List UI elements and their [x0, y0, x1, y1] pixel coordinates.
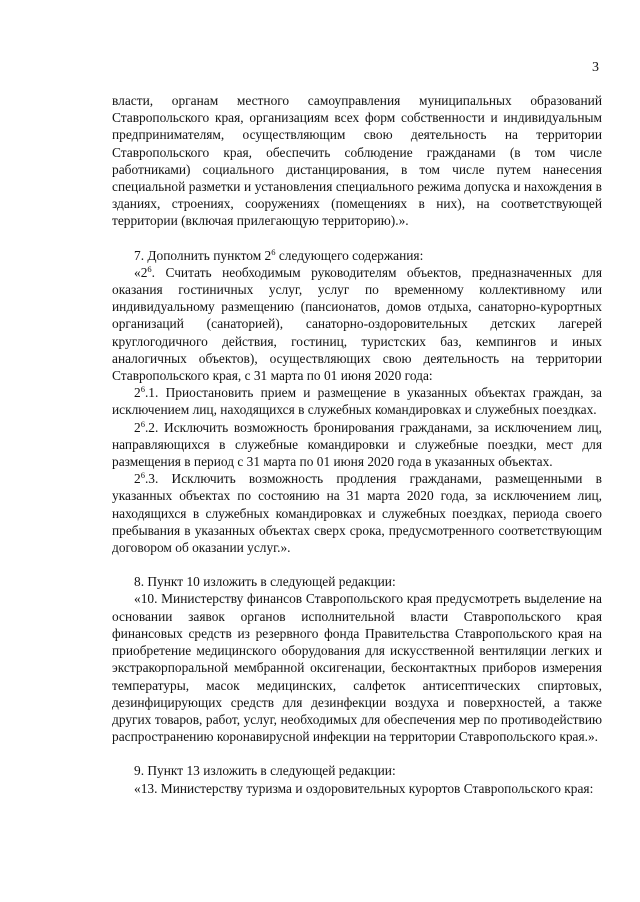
paragraph-continuation: власти, органам местного самоуправления муниципальных образований Ставропольского края, организациям всех форм собственности и индивидуальным предпринимателям, осуществляющим свою деятельность на территории Ставропольского края, обеспечить соблюдение гражданами (в том числе работниками) социального дистанцирования, в том числе путем нанесения специальной разметки и установления специального режима допуска и нахождения в зданиях, строениях, сооружениях (помещениях в них), на соответствующей территории (включая прилегающую территорию).». [112, 93, 602, 229]
superscript: 6 [140, 384, 145, 395]
point-2-6-text: «$2^6$. Считать необходимым руководителям объектов, предназначенных для оказания гостиничных услуг, услуг по временному коллективному или индивидуальному размещению (пансионатов, домов отдыха, санаторно-курортных организаций (санаторией), санаторно-оздоровительных детских лагерей круглогодичного действия, гостиниц, туристских баз, кемпингов и иных аналогичных объектов), осуществляющих свою деятельность на территории Ставропольского края, с 31 марта по 01 июня 2020 года: [112, 263, 602, 384]
superscript: 6 [147, 263, 152, 274]
subpoint-2-6-2: $2^6.2$. Исключить возможность бронирования гражданами, за исключением лиц, направляющихся в служебные командировки и служебные поездки, мест для размещения в период с 31 марта по 01 июня 2020 года в указанных объектах. [112, 418, 602, 470]
superscript: 6 [140, 470, 145, 481]
superscript: 6 [140, 418, 145, 429]
item-9-heading: 9. Пункт 13 изложить в следующей редакции: [134, 763, 396, 779]
item-7-heading: 7. Дополнить пунктом $2^6$ следующего содержания: [134, 246, 424, 263]
paragraph-gap [112, 556, 602, 573]
subpoint-2-6-3: $2^6.3$. Исключить возможность продления гражданами, размещенными в указанных объектах по состоянию на 31 марта 2020 года, за исключением лиц, находящихся в служебных командировках и служебных поездках, периода своего пребывания в указанных объектах сверх срока, предусмотренного соответствующим договором об оказании услуг.». [112, 470, 602, 556]
paragraph-gap [112, 745, 602, 762]
document-body [112, 92, 602, 797]
subpoint-2-6-1: $2^6.1$. Приостановить прием и размещение в указанных объектах граждан, за исключением лиц, находящихся в служебных командировках и служебных поездках. [112, 384, 602, 418]
point-13-text: «13. Министерству туризма и оздоровительных курортов Ставропольского края: [134, 780, 594, 796]
superscript: 6 [271, 246, 276, 257]
paragraph-gap [112, 230, 602, 247]
page-number: 3 [592, 60, 599, 75]
point-10-text: «10. Министерству финансов Ставропольского края предусмотреть выделение на основании заявок органов исполнительной власти Ставропольского края финансовых средств из резервного фонда Правительства Ставропольского края на приобретение медицинского оборудования для искусственной вентиляции легких и экстракорпоральной мембранной оксигенации, бесконтактных приборов измерения температуры, масок медицинских, салфеток антисептических спиртовых, дезинфицирующих средств для дезинфекции воздуха и поверхностей, а также других товаров, работ, услуг, необходимых для обеспечения мер по противодействию распространению коронавирусной инфекции на территории Ставропольского края.». [112, 591, 602, 745]
item-8-heading: 8. Пункт 10 изложить в следующей редакции: [134, 574, 396, 590]
